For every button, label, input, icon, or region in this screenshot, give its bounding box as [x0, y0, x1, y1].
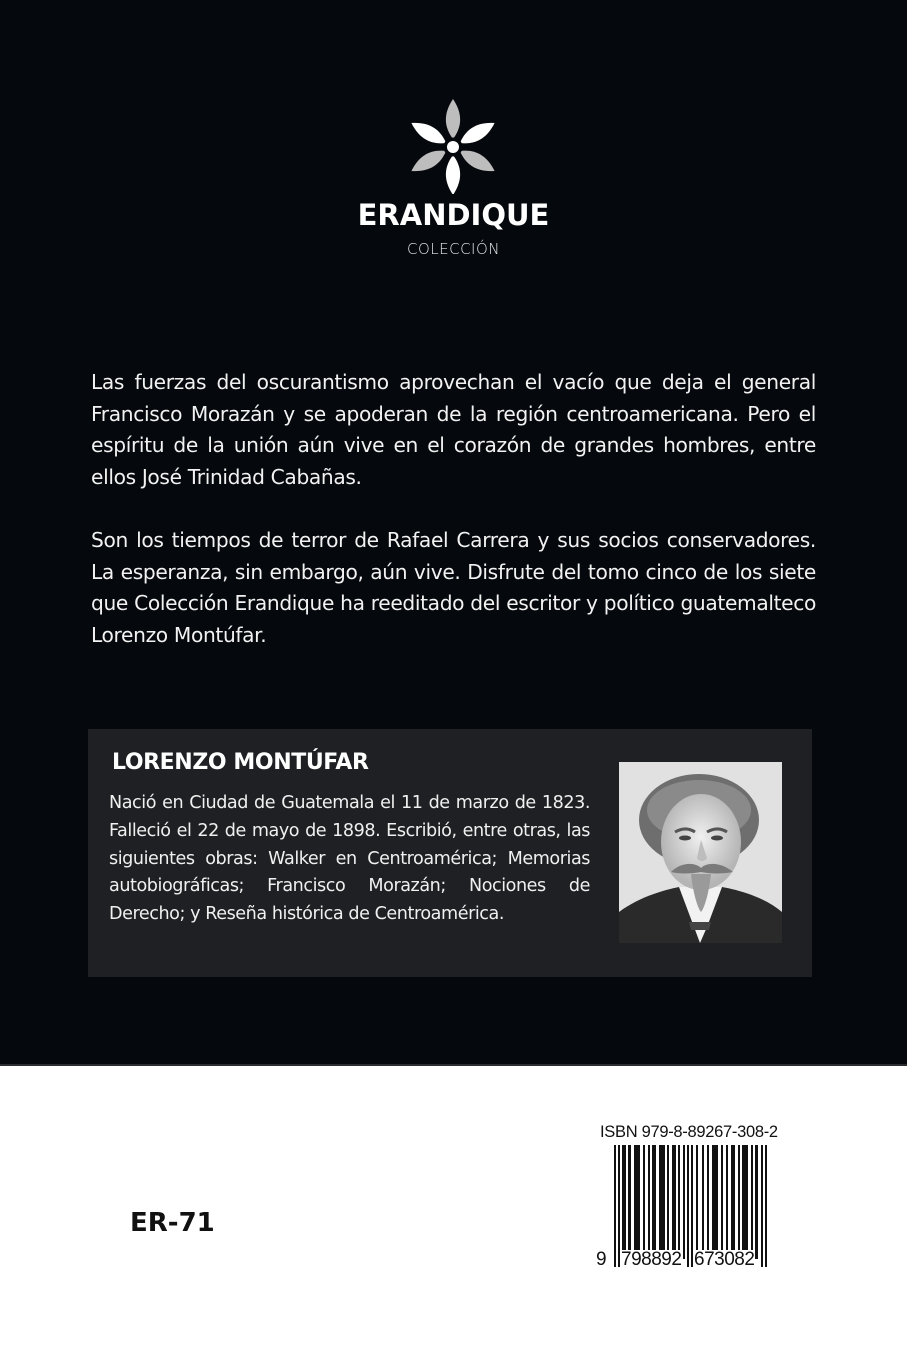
six-petal-flower-icon [403, 98, 503, 194]
brand-subtitle: COLECCIÓN [406, 240, 500, 258]
blurb-paragraph-2: Son los tiempos de terror de Rafael Carrera y sus socios conservadores. La esperanza, sin embargo, aún vive. Disfrute del tomo cinco de los siete que Colección Erandique ha reeditado del escritor y político guatemalteco Lorenzo Montúfar. [91, 528, 816, 647]
series-code: ER-71 [130, 1208, 215, 1238]
author-bio-box [88, 729, 812, 977]
portrait-illustration-icon [619, 762, 782, 943]
blurb-paragraph-1: Las fuerzas del oscurantismo aprovechan el vacío que deja el general Francisco Morazán y se apoderan de la región centroamericana. Pero el espíritu de la unión aún vive en el corazón de grandes hombres, entre ellos José Trinidad Cabañas. [91, 370, 816, 489]
barcode-left-digits: 798892 [621, 1249, 682, 1270]
barcode-right-digits: 673082 [694, 1249, 755, 1270]
barcode-first-digit: 9 [596, 1249, 607, 1270]
isbn-label: ISBN 979-8-89267-308-2 [600, 1123, 778, 1141]
panel-divider [0, 1064, 907, 1066]
author-name: LORENZO MONTÚFAR [112, 750, 369, 775]
author-bio: Nació en Ciudad de Guatemala el 11 de marzo de 1823. Falleció el 22 de mayo de 1898. Escribió, entre otras, las siguientes obras: Walker en Centroamérica; Memorias autobiográficas; Francisco Morazán; Nociones de Derecho; y Reseña histórica de Centroamérica. [109, 793, 590, 925]
isbn-barcode-block [596, 1123, 778, 1273]
brand-name: ERANDIQUE [357, 198, 550, 232]
author-portrait [619, 762, 782, 943]
